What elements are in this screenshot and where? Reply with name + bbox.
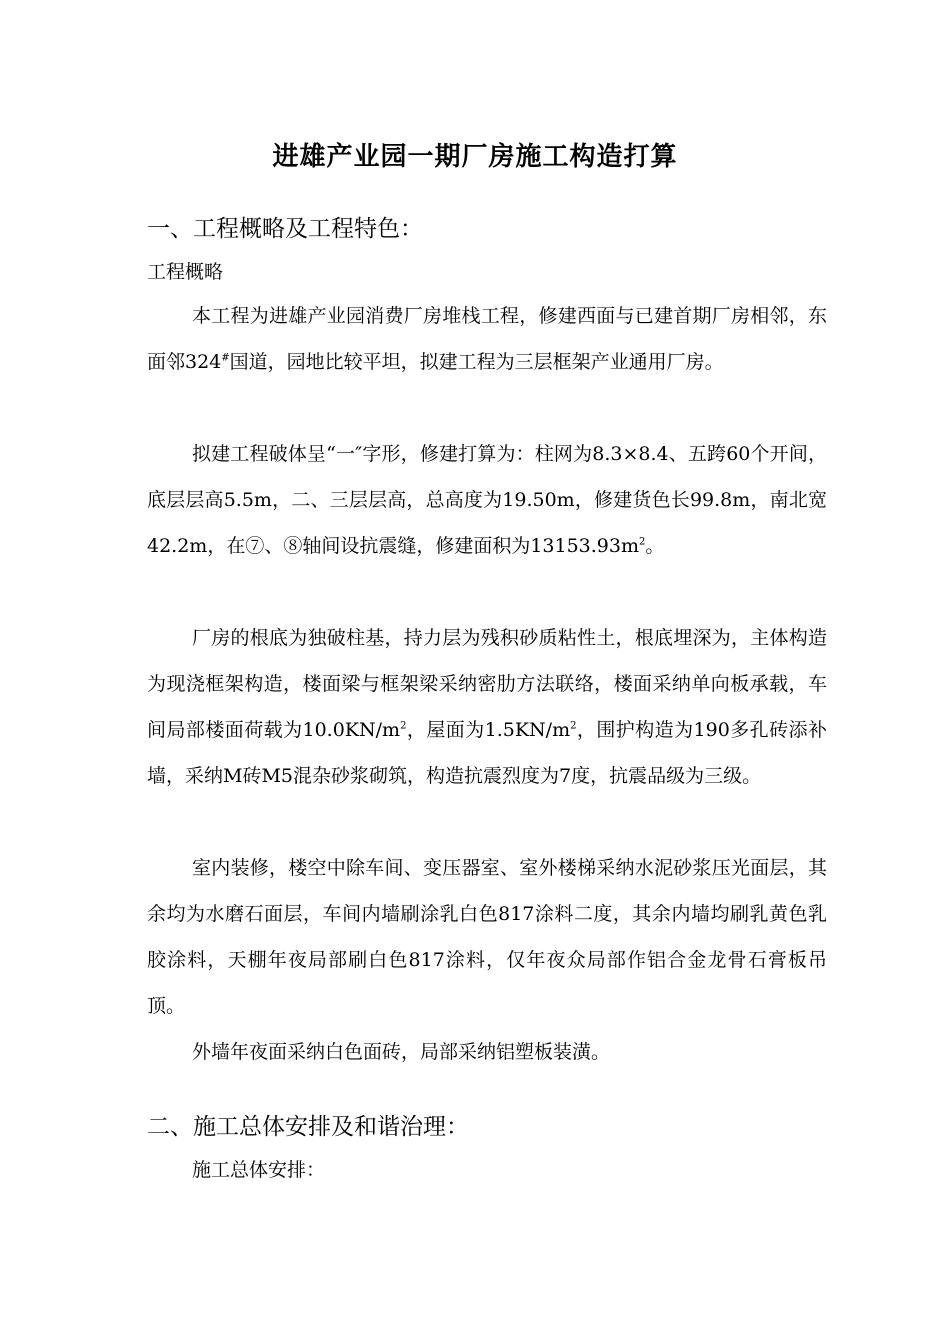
paragraph-1: 本工程为进雄产业园消费厂房堆栈工程，修建西面与已建首期厂房相邻，东面邻324#国道，园地比较平坦，拟建工程为三层框架产业通用厂房。 xyxy=(147,305,827,373)
section1-heading: 一、工程概略及工程特色： xyxy=(147,216,423,242)
page-title: 进雄产业园一期厂房施工构造打算 xyxy=(272,142,678,172)
paragraph-4: 室内装修，楼空中除车间、变压器室、室外楼梯采纳水泥砂浆压光面层，其余均为水磨石面层，车间内墙刷涂乳白色817涂料二度，其余内墙均刷乳黄色乳胶涂料，天棚年夜局部刷白色817涂料，仅年夜众局部作铝合金龙骨石膏板吊顶。 xyxy=(147,857,827,1017)
section1-subheading: 工程概略 xyxy=(147,261,224,283)
section2-heading: 二、施工总体安排及和谐治理： xyxy=(147,1114,469,1140)
paragraph-5: 外墙年夜面采纳白色面砖，局部采纳铝塑板装潢。 xyxy=(192,1041,611,1063)
paragraph-3: 厂房的根底为独破柱基，持力层为残积砂质粘性土，根底埋深为，主体构造为现浇框架构造，楼面梁与框架梁采纳密肋方法联络，楼面采纳单向板承载，车间局部楼面荷载为$10.0KN/m^2$，屋面为$1.5KN/m^2$，围护构造为190多孔砖添补墙，采纳M砖M5混杂砂浆砌筑，构造抗震烈度为7度，抗震品级为三级。 xyxy=(147,627,827,787)
paragraph-2: 拟建工程破体呈“一″字形，修建打算为：柱网为8.3×8.4、五跨60个开间，底层层高5.5m，二、三层层高，总高度为19.50m，修建货色长99.8m，南北宽42.2m，在⑦、⑧轴间设抗震缝，修建面积为$13153.93m^2$。 xyxy=(147,443,827,557)
section2-subheading: 施工总体安排： xyxy=(192,1159,326,1181)
